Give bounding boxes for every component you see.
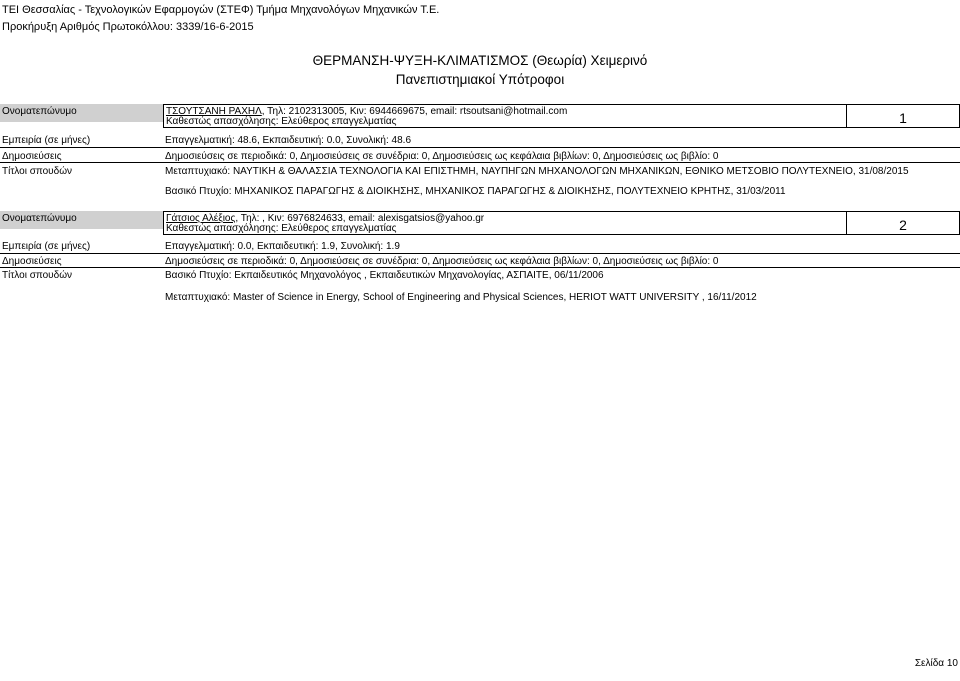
candidate-employment-status: Καθεστώς απασχόλησης: Ελεύθερος επαγγελματίας [166,116,397,127]
row-divider [0,253,960,254]
degree-value-2: Βασικό Πτυχίο: ΜΗΧΑΝΙΚΟΣ ΠΑΡΑΓΩΓΗΣ & ΔΙΟΙΚΗΣΗΣ, ΜΗΧΑΝΙΚΟΣ ΠΑΡΑΓΩΓΗΣ & ΔΙΟΙΚΗΣΗΣ, ΠΟΛΥΤΕΧΝΕΙΟ ΚΡΗΤΗΣ, 31/03/2011 [165,186,786,197]
degree-value-1: Μεταπτυχιακό: ΝΑΥΤΙΚΗ & ΘΑΛΑΣΣΙΑ ΤΕΧΝΟΛΟΓΙΑ ΚΑΙ ΕΠΙΣΤΗΜΗ, ΝΑΥΠΗΓΩΝ ΜΗΧΑΝΟΛΟΓΩΝ ΜΗΧΑΝΙΚΩΝ, ΕΘΝΙΚΟ ΜΕΤΣΟΒΙΟ ΠΟΛΥΤΕΧΝΕΙΟ, 31/08/2015 [165,166,909,177]
candidate-name-box [163,211,847,235]
page-number: Σελίδα 10 [914,658,958,669]
degree-value-1: Βασικό Πτυχίο: Εκπαιδευτικός Μηχανολόγος , Εκπαιδευτικών Μηχανολογίας, ΑΣΠΑΙΤΕ, 06/11/2006 [165,270,604,281]
candidate-employment-status: Καθεστώς απασχόλησης: Ελεύθερος επαγγελματίας [166,223,397,234]
experience-label: Εμπειρία (σε μήνες) [2,135,91,146]
candidate-name: Γάτσιος Αλέξιος [166,213,236,224]
publications-label: Δημοσιεύσεις [2,256,62,267]
experience-value: Επαγγελματική: 48.6, Εκπαιδευτική: 0.0, Συνολική: 48.6 [165,135,412,146]
degrees-label: Τίτλοι σπουδών [2,270,73,281]
candidate-name-box [163,104,847,128]
name-label: Ονοματεπώνυμο [2,213,77,224]
publications-value: Δημοσιεύσεις σε περιοδικά: 0, Δημοσιεύσεις σε συνέδρια: 0, Δημοσιεύσεις ως κεφάλαια βιβλίων: 0, Δημοσιεύσεις ως βιβλίο: 0 [165,151,719,162]
row-divider [0,267,960,268]
degree-value-2: Μεταπτυχιακό: Master of Science in Energy, School of Engineering and Physical Sciences, HERIOT WATT UNIVERSITY , 16/11/2012 [165,292,757,303]
candidate-rank-number: 2 [847,211,960,235]
page-subtitle: Πανεπιστημιακοί Υπότροφοι [395,72,565,87]
page-title: ΘΕΡΜΑΝΣΗ-ΨΥΞΗ-ΚΛΙΜΑΤΙΣΜΟΣ (Θεωρία) Χειμερινό [312,53,648,68]
degrees-label: Τίτλοι σπουδών [2,166,73,177]
row-divider [0,162,960,163]
header-institution: ΤΕΙ Θεσσαλίας - Τεχνολογικών Εφαρμογών (ΣΤΕΦ) Τμήμα Μηχανολόγων Μηχανικών Τ.Ε. [2,4,440,16]
candidate-name: ΤΣΟΥΤΣΑΝΗ ΡΑΧΗΛ [166,106,262,117]
name-label: Ονοματεπώνυμο [2,106,77,117]
candidate-rank-number: 1 [847,104,960,128]
row-divider [0,147,960,148]
publications-label: Δημοσιεύσεις [2,151,62,162]
publications-value: Δημοσιεύσεις σε περιοδικά: 0, Δημοσιεύσεις σε συνέδρια: 0, Δημοσιεύσεις ως κεφάλαια βιβλίων: 0, Δημοσιεύσεις ως βιβλίο: 0 [165,256,719,267]
candidate-contact: , Τηλ: , Κιν: 6976824633, email: alexisgatsios@yahoo.gr [235,213,485,224]
candidate-contact: , Τηλ: 2102313005, Κιν: 6944669675, email: rtsoutsani@hotmail.com [261,106,568,117]
experience-label: Εμπειρία (σε μήνες) [2,241,91,252]
experience-value: Επαγγελματική: 0.0, Εκπαιδευτική: 1.9, Συνολική: 1.9 [165,241,400,252]
header-protocol: Προκήρυξη Αριθμός Πρωτοκόλλου: 3339/16-6-2015 [2,21,254,33]
